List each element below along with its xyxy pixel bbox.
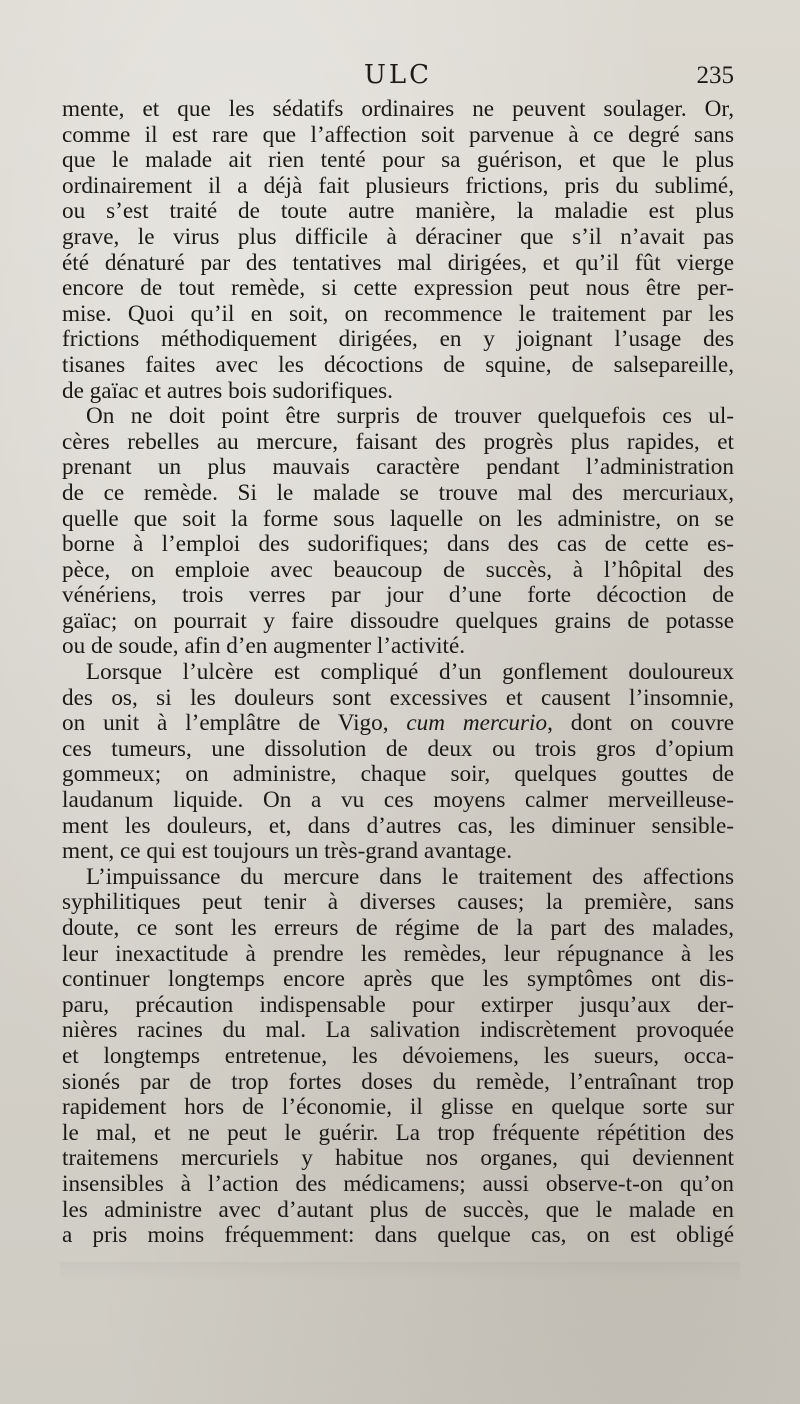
text-line: les administre avec d’autant plus de succès, que le malade en — [62, 1196, 734, 1223]
text-line: ou de soude, afin d’en augmenter l’activité. — [62, 633, 466, 660]
text-line: cères rebelles au mercure, faisant des progrès plus rapides, et — [62, 428, 734, 455]
text-line: laudanum liquide. On a vu ces moyens calmer merveilleuse- — [62, 787, 734, 814]
latin-phrase: cum mercurio — [406, 710, 548, 737]
text-line: insensibles à l’action des médicamens; aussi observe-t-on qu’on — [62, 1170, 734, 1197]
text-line: gommeux; on administre, chaque soir, quelques gouttes de — [62, 761, 734, 788]
text-line: paru, précaution indispensable pour extirper jusqu’aux der- — [62, 991, 734, 1018]
paragraph-4 — [62, 865, 734, 1249]
body-text — [62, 97, 734, 1249]
text-line: et longtemps entretenue, les dévoiemens, les sueurs, occa- — [62, 1042, 734, 1069]
text-line: que le malade ait rien tenté pour sa guérison, et que le plus — [62, 147, 734, 174]
text-line: ou s’est traité de toute autre manière, la maladie est plus — [62, 198, 734, 225]
text-line: grave, le virus plus difficile à déraciner que s’il n’avait pas — [62, 223, 734, 250]
text-line: L’impuissance du mercure dans le traitement des affections — [86, 863, 734, 890]
text-line: prenant un plus mauvais caractère pendant l’administration — [62, 454, 734, 481]
text-line: ces tumeurs, une dissolution de deux ou trois gros d’opium — [62, 735, 734, 762]
text-line: comme il est rare que l’affection soit parvenue à ce degré sans — [62, 121, 734, 148]
text-line: de ce remède. Si le malade se trouve mal des mercuriaux, — [62, 479, 734, 506]
text-line: borne à l’emploi des sudorifiques; dans des cas de cette es- — [62, 531, 734, 558]
text-line: de gaïac et autres bois sudorifiques. — [62, 377, 393, 404]
text-line: sionés par de trop fortes doses du remède, l’entraînant trop — [62, 1068, 734, 1095]
text-line: quelle que soit la forme sous laquelle on les administre, on se — [62, 505, 734, 532]
text-line: Lorsque l’ulcère est compliqué d’un gonflement douloureux — [86, 659, 734, 686]
text-line: On ne doit point être surpris de trouver quelquefois ces ul- — [86, 403, 734, 430]
page-header — [62, 60, 734, 94]
text-line: a pris moins fréquemment: dans quelque cas, on est obligé — [62, 1222, 734, 1249]
paragraph-3 — [62, 660, 734, 865]
text-line: des os, si les douleurs sont excessives et causent l’insomnie, — [62, 684, 734, 711]
text-fragment: on unit à l’emplâtre de Vigo, — [62, 710, 407, 737]
text-line: ordinairement il a déjà fait plusieurs frictions, pris du sublimé, — [62, 172, 734, 199]
text-line: le mal, et ne peut le guérir. La trop fréquente répétition des — [62, 1119, 734, 1146]
bleed-through-smudge — [60, 1262, 740, 1282]
text-line: mente, et que les sédatifs ordinaires ne peuvent soulager. Or, — [62, 96, 734, 122]
paragraph-1 — [62, 97, 734, 404]
text-line: continuer longtemps encore après que les symptômes ont dis- — [62, 966, 734, 993]
page-number: 235 — [696, 62, 734, 89]
text-line: ment les douleurs, et, dans d’autres cas, les diminuer sensible- — [62, 812, 734, 839]
text-line: pèce, on emploie avec beaucoup de succès, à l’hôpital des — [62, 556, 734, 583]
text-line: syphilitiques peut tenir à diverses causes; la première, sans — [62, 889, 734, 916]
text-line: été dénaturé par des tentatives mal dirigées, et qu’il fût vierge — [62, 249, 734, 276]
paragraph-2 — [62, 404, 734, 660]
text-line: rapidement hors de l’économie, il glisse en quelque sorte sur — [62, 1094, 734, 1121]
text-line: mise. Quoi qu’il en soit, on recommence le traitement par les — [62, 300, 734, 327]
text-line: tisanes faites avec les décoctions de squine, de salsepareille, — [62, 351, 734, 378]
text-fragment: , dont on couvre — [547, 710, 735, 737]
text-line: frictions méthodiquement dirigées, en y joignant l’usage des — [62, 326, 734, 353]
text-line: gaïac; on pourrait y faire dissoudre quelques grains de potasse — [62, 607, 734, 634]
text-line: ment, ce qui est toujours un très-grand avantage. — [62, 838, 513, 865]
text-line: doute, ce sont les erreurs de régime de la part des malades, — [62, 915, 734, 941]
text-line: traitemens mercuriels y habitue nos organes, qui deviennent — [62, 1145, 734, 1172]
text-line: encore de tout remède, si cette expression peut nous être per- — [62, 275, 734, 302]
text-line: nières racines du mal. La salivation indiscrètement provoquée — [62, 1017, 734, 1044]
text-line-with-italic — [62, 711, 734, 737]
text-line: leur inexactitude à prendre les remèdes, leur répugnance à les — [62, 940, 734, 967]
running-head: ULC — [363, 60, 433, 90]
text-line: vénériens, trois verres par jour d’une forte décoction de — [62, 582, 734, 609]
